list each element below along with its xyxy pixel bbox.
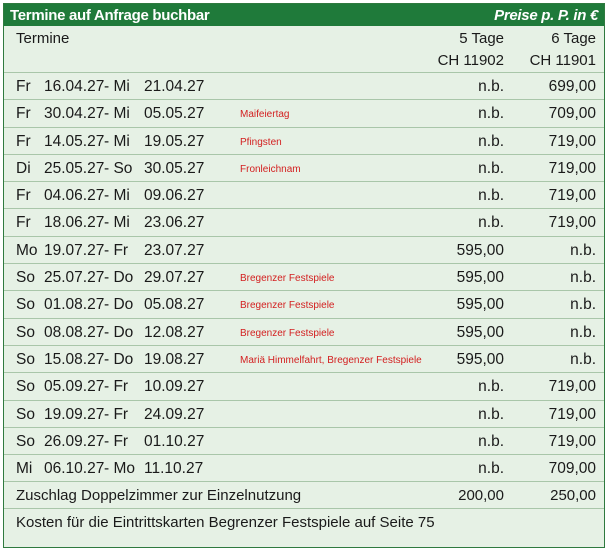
price-5-days: n.b. xyxy=(478,78,504,95)
event-note: Bregenzer Festspiele xyxy=(240,327,335,339)
price-6-days: 699,00 xyxy=(548,78,596,95)
price-5-days: n.b. xyxy=(478,105,504,123)
weekday-end: - Do xyxy=(104,269,134,287)
price-5-days: n.b. xyxy=(478,405,504,423)
price-6-days: n.b. xyxy=(570,296,596,314)
date-start: 15.08.27 xyxy=(44,350,105,368)
date-end: 01.10.27 xyxy=(144,432,205,450)
price-5-days: n.b. xyxy=(478,378,504,396)
event-note: Fronleichnam xyxy=(240,163,301,175)
price-unit-note: Preise p. P. in € xyxy=(494,6,598,24)
date-end: 10.09.27 xyxy=(144,378,205,396)
col-5-days-header: 5 Tage xyxy=(459,30,504,47)
price-5-days: n.b. xyxy=(478,187,504,205)
weekday-end: - Mi xyxy=(104,214,130,232)
weekday-start: So xyxy=(16,378,35,396)
date-end: 24.09.27 xyxy=(144,405,205,423)
table-row xyxy=(4,128,604,155)
date-start: 25.05.27 xyxy=(44,159,105,177)
price-5-days: n.b. xyxy=(478,214,504,232)
table-row xyxy=(4,100,604,127)
col-5-days-code: CH 11902 xyxy=(437,52,504,69)
price-6-days: n.b. xyxy=(570,269,596,287)
weekday-end: - Mo xyxy=(104,460,135,478)
table-row xyxy=(4,264,604,291)
price-5-days: n.b. xyxy=(478,432,504,450)
weekday-start: So xyxy=(16,296,35,314)
date-end: 23.06.27 xyxy=(144,214,205,232)
date-start: 01.08.27 xyxy=(44,296,105,314)
col-6-days-code: CH 11901 xyxy=(529,52,596,69)
date-end: 30.05.27 xyxy=(144,159,205,177)
weekday-end: - Fr xyxy=(104,405,129,423)
price-6-days: n.b. xyxy=(570,323,596,341)
price-5-days: 595,00 xyxy=(456,241,504,259)
weekday-end: - Fr xyxy=(104,432,129,450)
table-row xyxy=(4,428,604,455)
event-note: Bregenzer Festspiele xyxy=(240,300,335,312)
event-note: Pfingsten xyxy=(240,136,282,148)
tickets-note: Kosten für die Eintrittskarten Begrenzer Festspiele auf Seite 75 xyxy=(16,514,435,532)
weekday-end: - Mi xyxy=(104,187,130,205)
date-start: 26.09.27 xyxy=(44,432,105,450)
weekday-start: Fr xyxy=(16,105,31,123)
price-6-days: 719,00 xyxy=(548,187,596,205)
date-end: 05.05.27 xyxy=(144,105,205,123)
weekday-start: Fr xyxy=(16,132,31,150)
date-end: 19.05.27 xyxy=(144,132,205,150)
price-6-days: n.b. xyxy=(570,350,596,368)
price-5-days: n.b. xyxy=(478,132,504,150)
price-6-days: 719,00 xyxy=(548,432,596,450)
weekday-end: - So xyxy=(104,159,133,177)
table-banner xyxy=(4,4,604,26)
date-end: 23.07.27 xyxy=(144,241,205,259)
price-6-days: 719,00 xyxy=(548,405,596,423)
date-start: 06.10.27 xyxy=(44,460,105,478)
weekday-end: - Do xyxy=(104,350,134,368)
date-rows xyxy=(4,73,604,482)
table-row xyxy=(4,155,604,182)
col-6-days-header: 6 Tage xyxy=(551,30,596,47)
price-5-days: n.b. xyxy=(478,159,504,177)
date-start: 05.09.27 xyxy=(44,378,105,396)
date-start: 19.09.27 xyxy=(44,405,105,423)
date-end: 11.10.27 xyxy=(144,460,204,478)
price-6-days: 709,00 xyxy=(548,460,596,478)
price-5-days: 595,00 xyxy=(456,269,504,287)
event-note: Mariä Himmelfahrt, Bregenzer Festspiele xyxy=(240,354,422,366)
weekday-start: So xyxy=(16,405,35,423)
weekday-start: So xyxy=(16,269,35,287)
price-6-days: 719,00 xyxy=(548,132,596,150)
weekday-start: So xyxy=(16,350,35,368)
weekday-start: So xyxy=(16,432,35,450)
date-start: 08.08.27 xyxy=(44,323,105,341)
weekday-end: - Fr xyxy=(104,378,129,396)
event-note: Bregenzer Festspiele xyxy=(240,273,335,285)
table-row xyxy=(4,346,604,373)
table-row xyxy=(4,401,604,428)
date-start: 04.06.27 xyxy=(44,187,105,205)
weekday-start: So xyxy=(16,323,35,341)
supplement-row xyxy=(4,482,604,509)
table-row xyxy=(4,237,604,264)
date-start: 19.07.27 xyxy=(44,241,105,259)
weekday-end: - Mi xyxy=(104,132,130,150)
price-table xyxy=(3,3,605,548)
table-title: Termine auf Anfrage buchbar xyxy=(10,6,210,24)
table-row xyxy=(4,291,604,318)
weekday-end: - Fr xyxy=(104,241,129,259)
dates-column-header: Termine xyxy=(16,30,70,47)
table-row xyxy=(4,455,604,482)
date-start: 30.04.27 xyxy=(44,105,105,123)
weekday-end: - Do xyxy=(104,296,134,314)
date-start: 18.06.27 xyxy=(44,214,105,232)
supplement-price-5: 200,00 xyxy=(458,487,504,505)
price-6-days: 719,00 xyxy=(548,159,596,177)
date-end: 19.08.27 xyxy=(144,350,205,368)
weekday-start: Fr xyxy=(16,187,31,205)
date-end: 05.08.27 xyxy=(144,296,205,314)
date-start: 16.04.27 xyxy=(44,78,105,95)
weekday-start: Di xyxy=(16,159,31,177)
weekday-end: - Mi xyxy=(104,78,130,95)
table-row xyxy=(4,319,604,346)
weekday-start: Mo xyxy=(16,241,38,259)
weekday-start: Fr xyxy=(16,78,31,95)
tickets-note-row xyxy=(4,509,604,535)
price-5-days: n.b. xyxy=(478,460,504,478)
weekday-start: Fr xyxy=(16,214,31,232)
date-end: 29.07.27 xyxy=(144,269,205,287)
date-start: 25.07.27 xyxy=(44,269,105,287)
table-row xyxy=(4,182,604,209)
date-end: 12.08.27 xyxy=(144,323,205,341)
supplement-price-6: 250,00 xyxy=(550,487,596,505)
price-6-days: 719,00 xyxy=(548,214,596,232)
price-5-days: 595,00 xyxy=(456,350,504,368)
price-6-days: 719,00 xyxy=(548,378,596,396)
date-end: 21.04.27 xyxy=(144,78,205,95)
table-row xyxy=(4,73,604,100)
event-note: Maifeiertag xyxy=(240,109,290,121)
table-row xyxy=(4,373,604,400)
date-end: 09.06.27 xyxy=(144,187,205,205)
table-row xyxy=(4,209,604,236)
weekday-end: - Mi xyxy=(104,105,130,123)
price-6-days: n.b. xyxy=(570,241,596,259)
weekday-end: - Do xyxy=(104,323,134,341)
column-headers xyxy=(4,26,604,73)
price-5-days: 595,00 xyxy=(456,296,504,314)
price-5-days: 595,00 xyxy=(456,323,504,341)
weekday-start: Mi xyxy=(16,460,33,478)
supplement-label: Zuschlag Doppelzimmer zur Einzelnutzung xyxy=(16,487,302,505)
date-start: 14.05.27 xyxy=(44,132,105,150)
price-6-days: 709,00 xyxy=(548,105,596,123)
